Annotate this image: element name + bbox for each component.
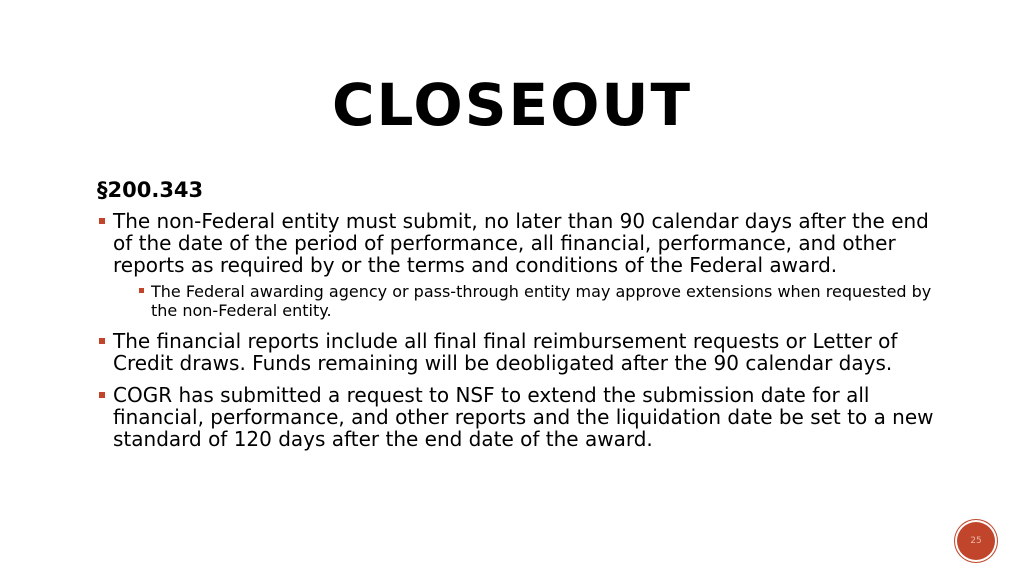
page-number-badge: 25 <box>957 522 995 560</box>
sub-bullet-text: The Federal awarding agency or pass-through entity may approve extensions when requested by the non-Federal entity. <box>151 282 932 320</box>
bullet-item <box>97 330 937 374</box>
bullet-text: COGR has submitted a request to NSF to extend the submission date for all financial, performance, and other reports and the liquidation date be set to a new standard of 120 days after the end date of the award. <box>113 383 934 451</box>
section-reference: §200.343 <box>97 178 204 202</box>
bullet-item <box>97 384 937 450</box>
bullet-text: The financial reports include all final final reimbursement requests or Letter of Credit draws. Funds remaining will be deobligated after the 90 calendar days. <box>113 329 898 375</box>
sub-bullet-item <box>137 282 937 320</box>
slide-title: CLOSEOUT <box>331 71 693 139</box>
slide-content <box>97 176 937 460</box>
bullet-item <box>97 210 937 320</box>
bullet-text: The non-Federal entity must submit, no later than 90 calendar days after the end of the date of the period of performance, all financial, performance, and other reports as required by or the terms and conditions of the Federal award. <box>113 209 929 277</box>
